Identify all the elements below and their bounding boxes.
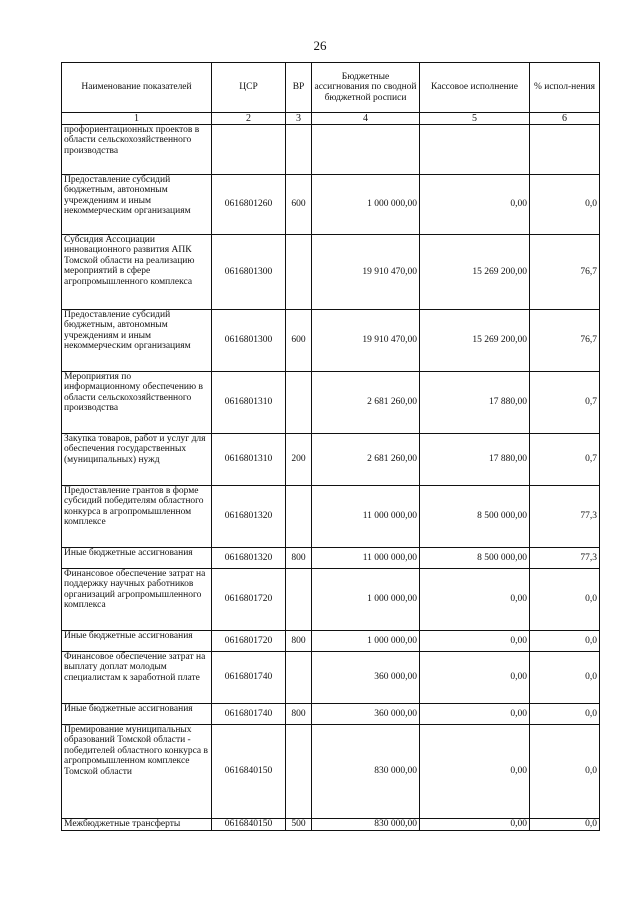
table-row — [62, 631, 600, 652]
cell-cash: 0,00 — [420, 652, 530, 704]
cell-vr — [286, 372, 312, 434]
cell-vr: 800 — [286, 704, 312, 725]
table-row — [62, 125, 600, 175]
cell-budget: 11 000 000,00 — [312, 486, 420, 548]
cell-csr: 0616801320 — [212, 548, 286, 569]
cell-vr — [286, 235, 312, 310]
cell-pct: 76,7 — [530, 310, 600, 372]
cell-vr: 500 — [286, 819, 312, 831]
table-row — [62, 819, 600, 831]
cell-vr: 600 — [286, 310, 312, 372]
cell-name: Закупка товаров, работ и услуг для обеспечения государственных (муниципальных) нужд — [62, 434, 212, 486]
cell-csr: 0616801310 — [212, 372, 286, 434]
table-row — [62, 175, 600, 235]
cell-name: Финансовое обеспечение затрат на поддержку научных работников организаций агропромышленного комплекса — [62, 569, 212, 631]
cell-csr: 0616840150 — [212, 819, 286, 831]
cell-name: профориентационных проектов в области сельскохозяйственного производства — [62, 125, 212, 175]
cell-vr — [286, 652, 312, 704]
cell-csr: 0616801320 — [212, 486, 286, 548]
cell-name: Мероприятия по информационному обеспечению в области сельскохозяйственного производства — [62, 372, 212, 434]
header-cash: Кассовое исполнение — [420, 63, 530, 113]
cell-cash: 0,00 — [420, 704, 530, 725]
cell-pct: 77,3 — [530, 548, 600, 569]
cell-budget: 19 910 470,00 — [312, 235, 420, 310]
cell-budget: 360 000,00 — [312, 652, 420, 704]
cell-budget: 830 000,00 — [312, 819, 420, 831]
cell-csr: 0616801300 — [212, 310, 286, 372]
cell-pct: 0,0 — [530, 569, 600, 631]
table-row — [62, 704, 600, 725]
cell-cash: 0,00 — [420, 725, 530, 819]
cell-vr: 800 — [286, 631, 312, 652]
table-row — [62, 372, 600, 434]
column-index: 4 — [312, 113, 420, 125]
cell-vr — [286, 125, 312, 175]
cell-cash: 0,00 — [420, 819, 530, 831]
page-number: 26 — [313, 38, 327, 53]
table-row — [62, 725, 600, 819]
cell-vr: 800 — [286, 548, 312, 569]
cell-cash: 0,00 — [420, 175, 530, 235]
header-name: Наименование показателей — [62, 63, 212, 113]
cell-vr — [286, 486, 312, 548]
cell-name: Предоставление субсидий бюджетным, автономным учреждениям и иным некоммерческим организациям — [62, 310, 212, 372]
cell-cash: 17 880,00 — [420, 434, 530, 486]
cell-pct: 0,0 — [530, 652, 600, 704]
cell-name: Субсидия Ассоциации инновационного развития АПК Томской области на реализацию мероприятий в сфере агропромышленного комплекса — [62, 235, 212, 310]
cell-budget: 2 681 260,00 — [312, 372, 420, 434]
cell-cash: 8 500 000,00 — [420, 486, 530, 548]
cell-budget: 830 000,00 — [312, 725, 420, 819]
cell-pct: 0,0 — [530, 175, 600, 235]
cell-vr — [286, 725, 312, 819]
cell-budget — [312, 125, 420, 175]
budget-execution-table — [61, 62, 600, 831]
cell-csr: 0616840150 — [212, 725, 286, 819]
table-row — [62, 235, 600, 310]
cell-name: Предоставление грантов в форме субсидий победителям областного конкурса в агропромышленном комплексе — [62, 486, 212, 548]
cell-vr — [286, 569, 312, 631]
cell-name: Предоставление субсидий бюджетным, автономным учреждениям и иным некоммерческим организациям — [62, 175, 212, 235]
cell-budget: 11 000 000,00 — [312, 548, 420, 569]
cell-csr: 0616801310 — [212, 434, 286, 486]
header-vr: ВР — [286, 63, 312, 113]
header-csr: ЦСР — [212, 63, 286, 113]
cell-pct: 0,0 — [530, 725, 600, 819]
cell-cash — [420, 125, 530, 175]
column-index: 3 — [286, 113, 312, 125]
cell-name: Финансовое обеспечение затрат на выплату доплат молодым специалистам к заработной плате — [62, 652, 212, 704]
cell-pct — [530, 125, 600, 175]
cell-budget: 19 910 470,00 — [312, 310, 420, 372]
column-index: 1 — [62, 113, 212, 125]
column-index-row — [62, 113, 600, 125]
cell-budget: 1 000 000,00 — [312, 175, 420, 235]
cell-csr: 0616801300 — [212, 235, 286, 310]
cell-vr: 600 — [286, 175, 312, 235]
column-index: 6 — [530, 113, 600, 125]
cell-budget: 2 681 260,00 — [312, 434, 420, 486]
cell-cash: 15 269 200,00 — [420, 310, 530, 372]
cell-csr: 0616801740 — [212, 704, 286, 725]
header-pct: % испол-нения — [530, 63, 600, 113]
cell-name: Премирование муниципальных образований Томской области - победителей областного конкурса в агропромышленном комплексе Томской области — [62, 725, 212, 819]
cell-pct: 0,7 — [530, 434, 600, 486]
cell-name: Иные бюджетные ассигнования — [62, 704, 212, 725]
cell-name: Иные бюджетные ассигнования — [62, 548, 212, 569]
cell-name: Межбюджетные трансферты — [62, 819, 212, 831]
cell-cash: 8 500 000,00 — [420, 548, 530, 569]
cell-pct: 77,3 — [530, 486, 600, 548]
cell-budget: 1 000 000,00 — [312, 569, 420, 631]
cell-budget: 360 000,00 — [312, 704, 420, 725]
cell-budget: 1 000 000,00 — [312, 631, 420, 652]
cell-cash: 15 269 200,00 — [420, 235, 530, 310]
table-row — [62, 652, 600, 704]
cell-csr: 0616801720 — [212, 569, 286, 631]
column-index: 5 — [420, 113, 530, 125]
table-row — [62, 486, 600, 548]
table-row — [62, 569, 600, 631]
cell-csr: 0616801740 — [212, 652, 286, 704]
table-row — [62, 310, 600, 372]
cell-vr: 200 — [286, 434, 312, 486]
column-index: 2 — [212, 113, 286, 125]
cell-pct: 0,7 — [530, 372, 600, 434]
cell-pct: 0,0 — [530, 704, 600, 725]
cell-csr — [212, 125, 286, 175]
header-budget: Бюджетные ассигнования по сводной бюджетной росписи — [312, 63, 420, 113]
cell-pct: 76,7 — [530, 235, 600, 310]
cell-pct: 0,0 — [530, 631, 600, 652]
table-row — [62, 434, 600, 486]
cell-cash: 0,00 — [420, 631, 530, 652]
cell-cash: 0,00 — [420, 569, 530, 631]
cell-name: Иные бюджетные ассигнования — [62, 631, 212, 652]
table-row — [62, 548, 600, 569]
header-row — [62, 63, 600, 113]
cell-cash: 17 880,00 — [420, 372, 530, 434]
cell-pct: 0,0 — [530, 819, 600, 831]
cell-csr: 0616801720 — [212, 631, 286, 652]
cell-csr: 0616801260 — [212, 175, 286, 235]
